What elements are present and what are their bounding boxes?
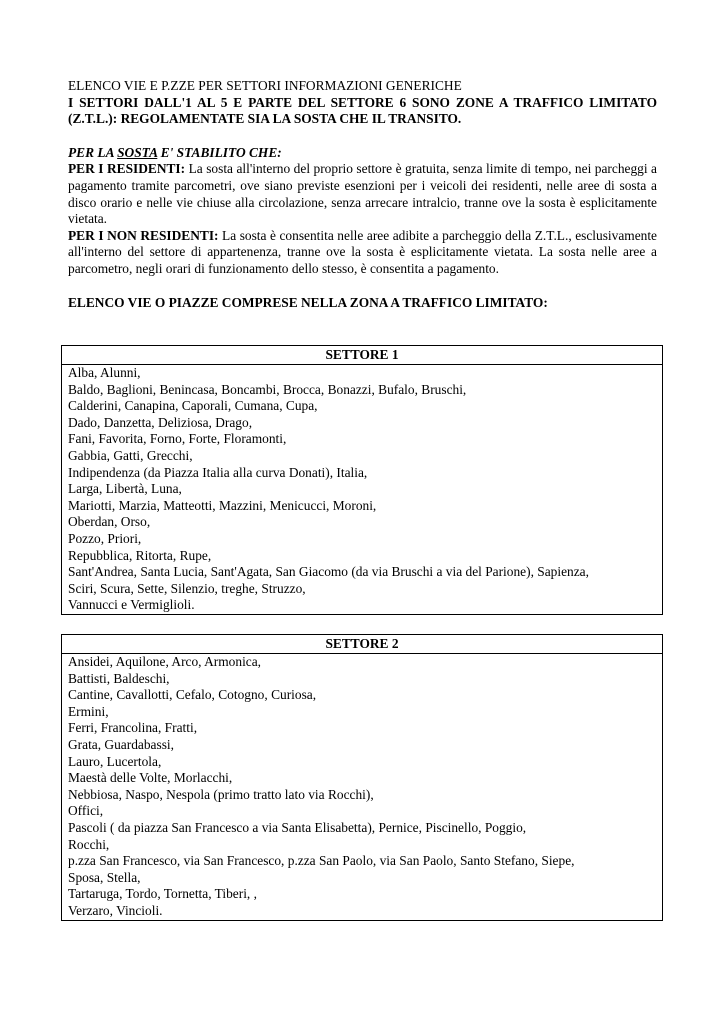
street-line: Baldo, Baglioni, Benincasa, Boncambi, Brocca, Bonazzi, Bufalo, Bruschi, [68,381,467,397]
street-line: Rocchi, [68,836,110,852]
list-title: ELENCO VIE O PIAZZE COMPRESE NELLA ZONA A TRAFFICO LIMITATO: [68,294,548,310]
header-line: ELENCO VIE E P.ZZE PER SETTORI INFORMAZIONI GENERICHE [68,78,462,93]
street-line: Mariotti, Marzia, Matteotti, Mazzini, Menicucci, Moroni, [68,497,377,513]
street-line: Sposa, Stella, [68,869,141,885]
street-line: Pozzo, Priori, [68,530,142,546]
street-line: Tartaruga, Tordo, Tornetta, Tiberi, , [68,886,257,902]
street-line: Oberdan, Orso, [68,514,151,530]
sector-2-streets [62,654,662,920]
street-line: Cantine, Cavallotti, Cefalo, Cotogno, Curiosa, [68,687,317,703]
street-line: Dado, Danzetta, Deliziosa, Drago, [68,414,253,430]
sosta-title [68,145,657,162]
sector-1-title: SETTORE 1 [62,346,662,365]
sector-1-table [61,345,663,615]
residenti-label: PER I RESIDENTI: [68,161,186,177]
sosta-title-post: E' STABILITO CHE: [157,144,282,160]
street-line: Alba, Alunni, [68,365,141,380]
street-line: Indipendenza (da Piazza Italia alla curva Donati), Italia, [68,464,368,480]
non-residenti-paragraph [68,228,657,278]
street-line: Vannucci e Vermiglioli. [68,597,195,613]
spacer [68,128,657,145]
non-residenti-label: PER I NON RESIDENTI: [68,227,219,243]
street-line: Offici, [68,803,104,819]
non-residenti-text: La sosta è consentita nelle aree adibite a parcheggio della Z.T.L., esclusivamente all'interno del settore di appartenenza, tranne ove la sosta è esplicitamente vietata. La sosta nelle aree a parcometro, negli orari di funzionamento dello stesso, è consentita a pagamento. [68,227,657,276]
residenti-paragraph [68,161,657,227]
street-line: Pascoli ( da piazza San Francesco a via Santa Elisabetta), Pernice, Piscinello, Poggio, [68,819,527,835]
street-line: Gabbia, Gatti, Grecchi, [68,447,193,463]
street-line: Ermini, [68,703,109,719]
sosta-title-underlined: SOSTA [117,144,158,160]
sosta-title-pre: PER LA [68,144,118,160]
street-line: Ferri, Francolina, Fratti, [68,720,198,736]
document-intro [68,78,657,311]
street-line: p.zza San Francesco, via San Francesco, p.zza San Paolo, via San Paolo, Santo Stefano, Siepe, [68,853,575,869]
street-line: Larga, Libertà, Luna, [68,481,182,497]
street-line: Grata, Guardabassi, [68,736,174,752]
street-line: Nebbiosa, Naspo, Nespola (primo tratto lato via Rocchi), [68,786,374,802]
street-line: Sant'Andrea, Santa Lucia, Sant'Agata, San Giacomo (da via Bruschi a via del Parione), Sapienza, [68,564,589,580]
street-line: Fani, Favorita, Forno, Forte, Floramonti, [68,431,287,447]
sector-2-table [61,634,663,921]
ztl-heading: I SETTORI DALL'1 AL 5 E PARTE DEL SETTORE 6 SONO ZONE A TRAFFICO LIMITATO (Z.T.L.): REGOLAMENTATE SIA LA SOSTA CHE IL TRANSITO. [68,94,657,127]
street-line: Calderini, Canapina, Caporali, Cumana, Cupa, [68,398,318,414]
street-line: Repubblica, Ritorta, Rupe, [68,547,212,563]
street-line: Sciri, Scura, Sette, Silenzio, treghe, Struzzo, [68,580,306,596]
sector-2-title: SETTORE 2 [62,635,662,654]
street-line: Lauro, Lucertola, [68,753,162,769]
sector-1-streets [62,365,662,614]
street-line: Verzaro, Vincioli. [68,902,163,918]
street-line: Ansidei, Aquilone, Arco, Armonica, [68,654,262,669]
residenti-text: La sosta all'interno del proprio settore è gratuita, senza limite di tempo, nei parcheggi a pagamento tramite parcometri, ove siano previste esenzioni per i veicoli dei residenti, nelle aree di sosta a disco orario e nelle vie chiuse alla circolazione, senza arrecare intralcio, tranne ove la sosta è esplicitamente vietata. [68,161,658,227]
street-line: Maestà delle Volte, Morlacchi, [68,770,233,786]
street-line: Battisti, Baldeschi, [68,670,170,686]
